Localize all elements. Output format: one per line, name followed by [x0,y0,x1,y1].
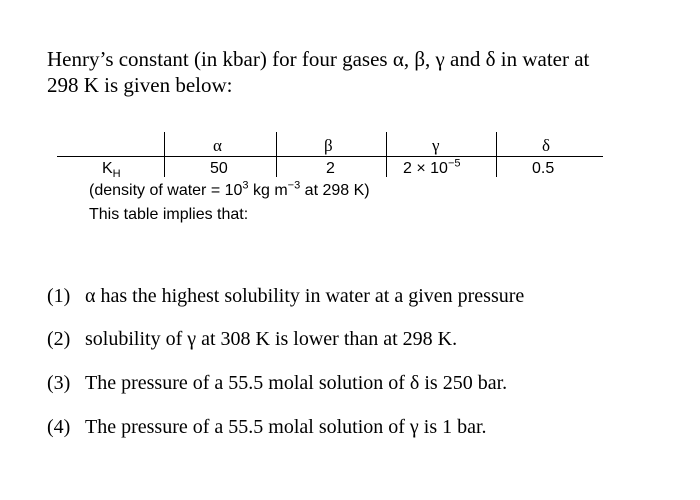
row-label-sub: H [112,168,121,181]
header-beta: β [324,136,333,155]
table-separator-4 [496,132,497,177]
table-separator-2 [276,132,277,177]
option-3-number: (3) [47,372,71,394]
option-2-text: solubility of γ at 308 K is lower than at 298 K. [85,328,458,350]
table-implies-text: This table implies that: [89,206,249,223]
table-horizontal-rule [57,156,603,157]
density-prefix: (density of water = 10 [89,182,243,199]
row-label-kh [102,160,121,181]
question-line-2: 298 K is given below: [47,73,233,97]
question-line-1: Henry’s constant (in kbar) for four gases α, β, γ and δ in water at [47,47,590,71]
option-3-text: The pressure of a 55.5 molal solution of δ is 250 bar. [85,372,508,394]
table-separator-3 [386,132,387,177]
option-4-number: (4) [47,416,71,438]
option-3[interactable] [47,371,507,395]
value-beta: 2 [326,160,335,177]
value-gamma-exp: −5 [447,157,461,170]
row-label-main: K [102,160,113,177]
density-suffix: at 298 K) [300,182,370,199]
value-gamma-base: 2 × 10 [403,160,448,177]
option-2[interactable] [47,327,457,351]
header-delta: δ [542,136,551,155]
value-gamma [403,157,461,178]
option-1[interactable] [47,284,524,308]
header-alpha: α [213,136,222,155]
header-gamma: γ [432,136,440,155]
option-2-number: (2) [47,328,71,350]
value-alpha: 50 [210,160,228,177]
option-1-number: (1) [47,285,71,307]
density-mid: kg m [248,182,288,199]
density-note [89,181,370,201]
density-exp-2: −3 [287,179,301,192]
option-4-text: The pressure of a 55.5 molal solution of γ is 1 bar. [85,416,487,438]
table-separator-1 [164,132,165,177]
density-exp-1: 3 [242,179,249,192]
value-delta: 0.5 [532,160,555,177]
option-4[interactable] [47,415,487,439]
option-1-text: α has the highest solubility in water at a given pressure [85,285,525,307]
